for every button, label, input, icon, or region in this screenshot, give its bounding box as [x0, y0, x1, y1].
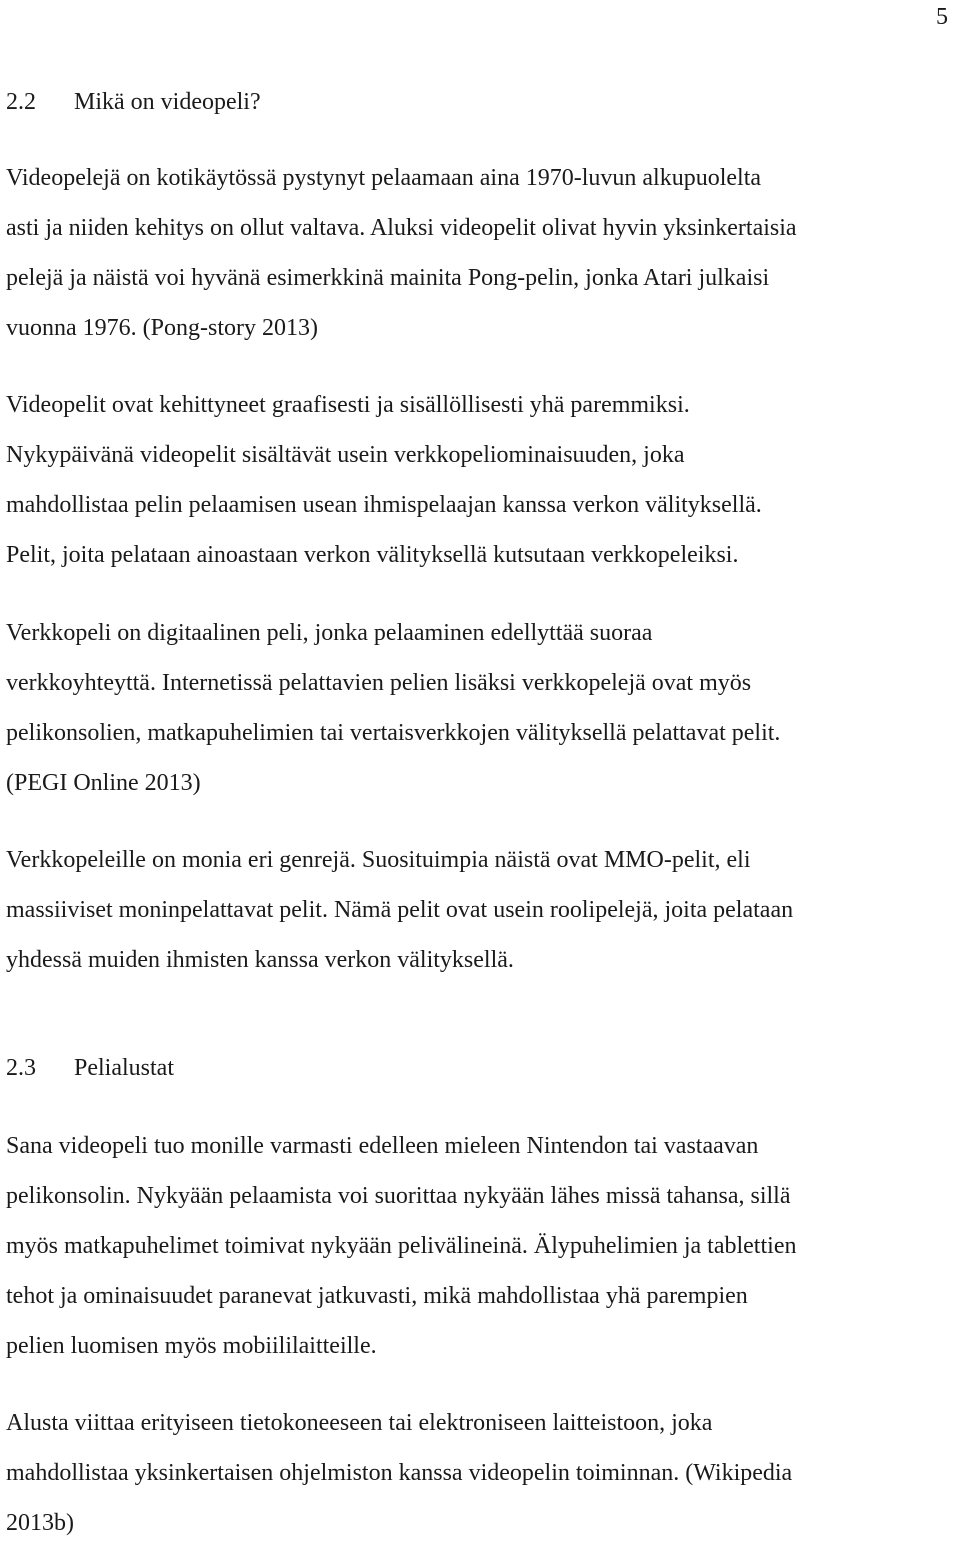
paragraph-line: Sana videopeli tuo monille varmasti edelleen mieleen Nintendon tai vastaavan [6, 1133, 759, 1159]
paragraph-line: myös matkapuhelimet toimivat nykyään pelivälineinä. Älypuhelimien ja tablettien [6, 1233, 797, 1259]
section-title: Pelialustat [74, 1055, 174, 1081]
paragraph-line: massiiviset moninpelattavat pelit. Nämä pelit ovat usein roolipelejä, joita pelataan [6, 897, 794, 923]
paragraph-line: Videopelejä on kotikäytössä pystynyt pelaamaan aina 1970-luvun alkupuolelta [6, 165, 762, 191]
paragraph-line: 2013b) [6, 1510, 74, 1536]
paragraph-line: pelikonsolien, matkapuhelimien tai vertaisverkkojen välityksellä pelattavat pelit. [6, 720, 781, 746]
section-number: 2.2 [6, 89, 36, 115]
paragraph-line: (PEGI Online 2013) [6, 770, 201, 796]
section-heading-2-3 [6, 1053, 174, 1083]
paragraph-line: vuonna 1976. (Pong-story 2013) [6, 315, 318, 341]
page-number: 5 [936, 4, 948, 30]
section-title: Mikä on videopeli? [74, 89, 261, 115]
paragraph-line: Verkkopeli on digitaalinen peli, jonka pelaaminen edellyttää suoraa [6, 620, 653, 646]
paragraph-line: mahdollistaa pelin pelaamisen usean ihmispelaajan kanssa verkon välityksellä. [6, 492, 762, 518]
paragraph-line: yhdessä muiden ihmisten kanssa verkon välityksellä. [6, 947, 514, 973]
paragraph-line: verkkoyhteyttä. Internetissä pelattavien pelien lisäksi verkkopelejä ovat myös [6, 670, 752, 696]
section-heading-2-2 [6, 87, 261, 117]
paragraph-line: Pelit, joita pelataan ainoastaan verkon välityksellä kutsutaan verkkopeleiksi. [6, 542, 739, 568]
paragraph-line: Verkkopeleille on monia eri genrejä. Suosituimpia näistä ovat MMO-pelit, eli [6, 847, 751, 873]
paragraph-line: Alusta viittaa erityiseen tietokoneeseen tai elektroniseen laitteistoon, joka [6, 1410, 713, 1436]
paragraph-line: pelikonsolin. Nykyään pelaamista voi suorittaa nykyään lähes missä tahansa, sillä [6, 1183, 791, 1209]
paragraph-line: asti ja niiden kehitys on ollut valtava. Aluksi videopelit olivat hyvin yksinkertaisia [6, 215, 797, 241]
paragraph-line: pelien luomisen myös mobiililaitteille. [6, 1333, 377, 1359]
paragraph-line: Videopelit ovat kehittyneet graafisesti ja sisällöllisesti yhä paremmiksi. [6, 392, 690, 418]
paragraph-line: mahdollistaa yksinkertaisen ohjelmiston kanssa videopelin toiminnan. (Wikipedia [6, 1460, 793, 1486]
paragraph-line: tehot ja ominaisuudet paranevat jatkuvasti, mikä mahdollistaa yhä parempien [6, 1283, 748, 1309]
paragraph-line: Nykypäivänä videopelit sisältävät usein verkkopeliominaisuuden, joka [6, 442, 685, 468]
section-number: 2.3 [6, 1055, 36, 1081]
paragraph-line: pelejä ja näistä voi hyvänä esimerkkinä mainita Pong-pelin, jonka Atari julkaisi [6, 265, 770, 291]
